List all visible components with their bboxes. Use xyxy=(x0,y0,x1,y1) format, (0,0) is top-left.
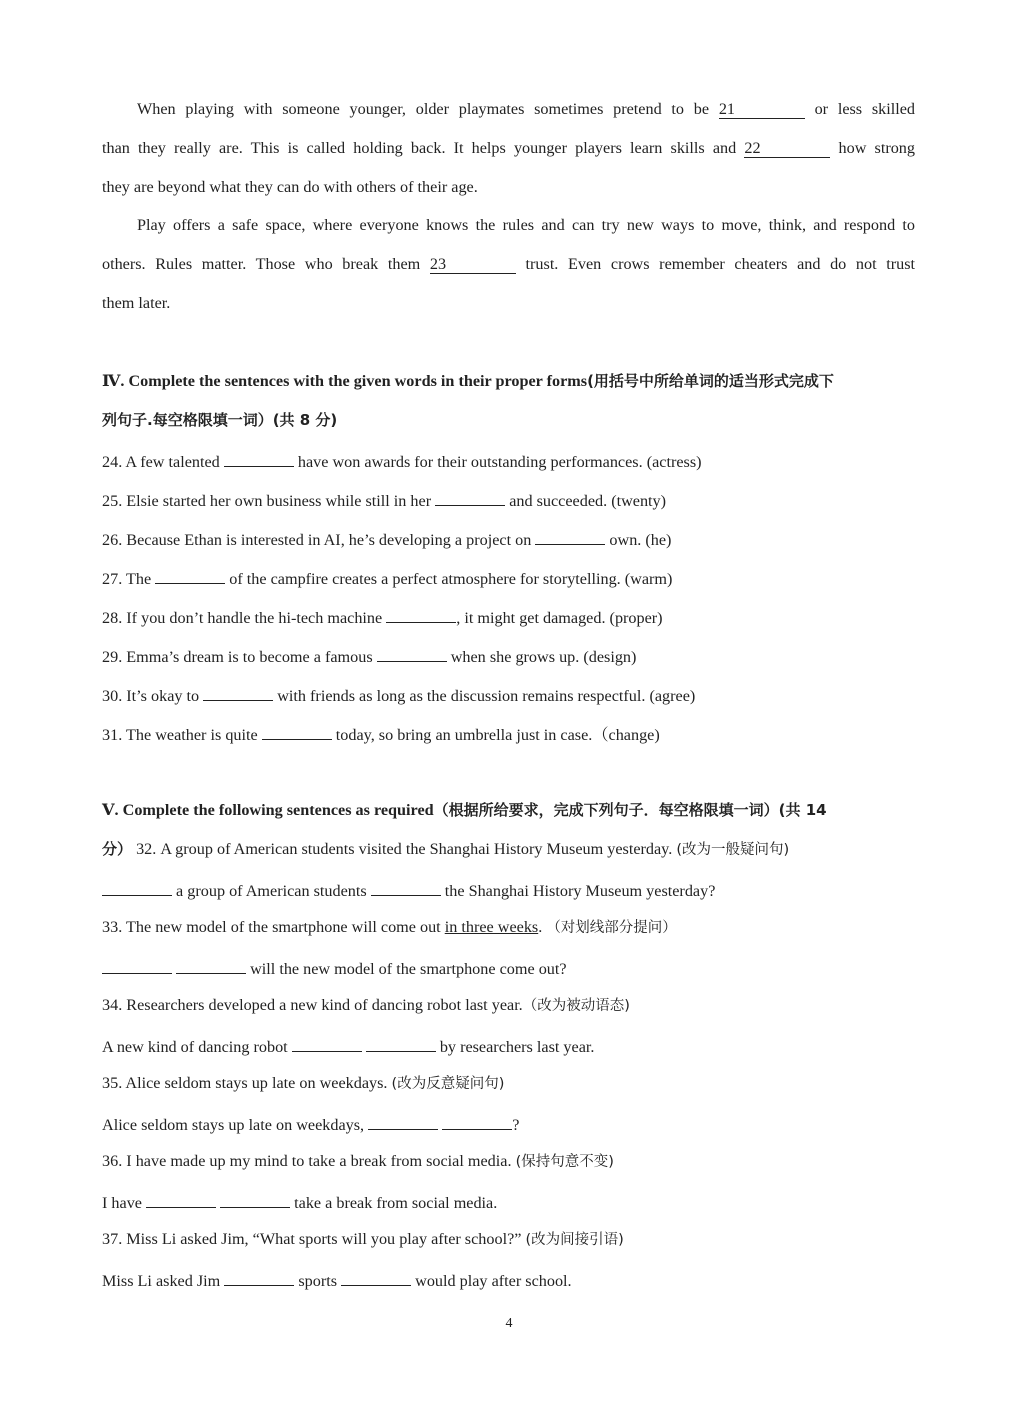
text: than they really are. This is called holding back. It helps younger players learn skills and xyxy=(102,139,737,157)
answer-blank-23[interactable]: 23 xyxy=(430,256,516,274)
question-text: 30. It’s okay to xyxy=(102,687,200,705)
question-text: when she grows up. (design) xyxy=(450,648,637,666)
answer-blank[interactable] xyxy=(224,1268,294,1286)
question-text: own. (he) xyxy=(609,531,672,549)
question-text: 25. Elsie started her own business while still in her xyxy=(102,492,432,510)
answer-text: take a break from social media. xyxy=(294,1194,498,1212)
question-37 xyxy=(102,1229,915,1250)
answer-text: sports xyxy=(298,1272,338,1290)
answer-text: Miss Li asked Jim xyxy=(102,1272,221,1290)
answer-blank-21[interactable]: 21 xyxy=(719,101,805,119)
answer-blank[interactable] xyxy=(203,683,273,701)
answer-blank[interactable] xyxy=(262,722,332,740)
instruction-note: (改为反意疑问句) xyxy=(391,1076,505,1092)
question-text: 24. A few talented xyxy=(102,453,220,471)
question-28 xyxy=(102,605,915,628)
page-number: 4 xyxy=(505,1316,513,1331)
answer-blank[interactable] xyxy=(224,449,294,467)
question-text: 34. Researchers developed a new kind of dancing robot last year. xyxy=(102,996,523,1014)
answer-blank[interactable] xyxy=(176,956,246,974)
answer-blank[interactable] xyxy=(341,1268,411,1286)
passage-p2-line3: them later. xyxy=(102,294,171,312)
passage-p1-line1 xyxy=(137,99,915,119)
answer-35 xyxy=(102,1112,915,1135)
text: When playing with someone younger, older playmates sometimes pretend to be xyxy=(137,100,710,118)
answer-blank[interactable] xyxy=(368,1112,438,1130)
question-text: 29. Emma’s dream is to become a famous xyxy=(102,648,373,666)
answer-text: a group of American students xyxy=(176,882,367,900)
text: trust. Even crows remember cheaters and do not trust xyxy=(525,255,916,273)
answer-blank[interactable] xyxy=(386,605,456,623)
answer-blank[interactable] xyxy=(442,1112,512,1130)
question-text: 26. Because Ethan is interested in AI, he’s developing a project on xyxy=(102,531,532,549)
answer-blank[interactable] xyxy=(155,566,225,584)
question-text: 27. The xyxy=(102,570,152,588)
instruction-note: （改为被动语态) xyxy=(522,998,630,1014)
answer-blank[interactable] xyxy=(292,1034,362,1052)
question-text: 35. Alice seldom stays up late on weekdays. xyxy=(102,1074,388,1092)
answer-text: A new kind of dancing robot xyxy=(102,1038,288,1056)
answer-blank[interactable] xyxy=(371,878,441,896)
question-25 xyxy=(102,488,915,511)
question-text: 37. Miss Li asked Jim, “What sports will you play after school?” xyxy=(102,1230,522,1248)
instruction-note: (保持句意不变) xyxy=(515,1154,614,1170)
passage-p2-line1: Play offers a safe space, where everyone knows the rules and can try new ways to move, think, and respond to xyxy=(137,216,915,234)
heading-cn: （根据所给要求，完成下列句子．每空格限填一词）(共 14 xyxy=(433,801,827,819)
text: how strong xyxy=(838,139,915,157)
heading-cn: 列句子.每空格限填一词）(共 8 分) xyxy=(102,411,338,429)
question-text: 32. A group of American students visited the Shanghai History Museum yesterday. xyxy=(136,840,673,858)
question-31 xyxy=(102,722,915,745)
heading-text: Ⅳ. Complete the sentences with the given words in their proper forms xyxy=(102,372,588,390)
question-text: . xyxy=(538,918,543,936)
question-text: with friends as long as the discussion remains respectful. (agree) xyxy=(277,687,696,705)
text: others. Rules matter. Those who break them xyxy=(102,255,421,273)
answer-blank[interactable] xyxy=(102,878,172,896)
question-text: 33. The new model of the smartphone will come out xyxy=(102,918,441,936)
heading-cn: (用括号中所给单词的适当形式完成下 xyxy=(587,372,834,390)
answer-34 xyxy=(102,1034,915,1057)
instruction-note: (改为一般疑问句) xyxy=(676,842,790,858)
question-29 xyxy=(102,644,915,667)
question-text: 28. If you don’t handle the hi-tech machine xyxy=(102,609,383,627)
passage-p1-line2 xyxy=(102,138,915,158)
question-32 xyxy=(102,839,915,860)
answer-blank[interactable] xyxy=(146,1190,216,1208)
answer-blank[interactable] xyxy=(220,1190,290,1208)
heading-cn: 分） xyxy=(102,840,133,858)
section4-heading xyxy=(102,371,915,391)
answer-text: will the new model of the smartphone come out? xyxy=(250,960,567,978)
question-27 xyxy=(102,566,915,589)
answer-text: the Shanghai History Museum yesterday? xyxy=(444,882,716,900)
question-text: , it might get damaged. (proper) xyxy=(456,609,663,627)
text: or less skilled xyxy=(814,100,916,118)
answer-blank[interactable] xyxy=(102,956,172,974)
section5-heading xyxy=(102,800,915,820)
question-text: 31. The weather is quite xyxy=(102,726,258,744)
question-34 xyxy=(102,995,915,1016)
question-24 xyxy=(102,449,915,472)
heading-text: Ⅴ. Complete the following sentences as required xyxy=(102,801,434,819)
answer-37 xyxy=(102,1268,915,1291)
answer-33 xyxy=(102,956,915,979)
answer-text: would play after school. xyxy=(415,1272,572,1290)
section4-heading-cont xyxy=(102,410,915,430)
answer-text: by researchers last year. xyxy=(439,1038,595,1056)
question-26 xyxy=(102,527,915,550)
answer-text: Alice seldom stays up late on weekdays, xyxy=(102,1116,365,1134)
underlined-phrase: in three weeks xyxy=(444,918,539,936)
question-36 xyxy=(102,1151,915,1172)
question-35 xyxy=(102,1073,915,1094)
answer-blank[interactable] xyxy=(377,644,447,662)
answer-blank[interactable] xyxy=(366,1034,436,1052)
question-33 xyxy=(102,917,915,938)
question-text: today, so bring an umbrella just in case.（change) xyxy=(335,726,660,744)
answer-text: I have xyxy=(102,1194,142,1212)
question-text: have won awards for their outstanding performances. (actress) xyxy=(297,453,702,471)
question-text: and succeeded. (twenty) xyxy=(509,492,667,510)
instruction-note: （对划线部分提问） xyxy=(546,920,677,936)
question-text: 36. I have made up my mind to take a break from social media. xyxy=(102,1152,512,1170)
instruction-note: (改为间接引语) xyxy=(525,1232,624,1248)
passage-p2-line2 xyxy=(102,254,915,274)
answer-blank[interactable] xyxy=(535,527,605,545)
answer-text: ? xyxy=(512,1116,520,1134)
answer-32 xyxy=(102,878,915,901)
question-text: of the campfire creates a perfect atmosphere for storytelling. (warm) xyxy=(229,570,673,588)
answer-36 xyxy=(102,1190,915,1213)
question-30 xyxy=(102,683,915,706)
answer-blank[interactable] xyxy=(435,488,505,506)
passage-p1-line3: they are beyond what they can do with others of their age. xyxy=(102,178,478,196)
answer-blank-22[interactable]: 22 xyxy=(744,140,830,158)
